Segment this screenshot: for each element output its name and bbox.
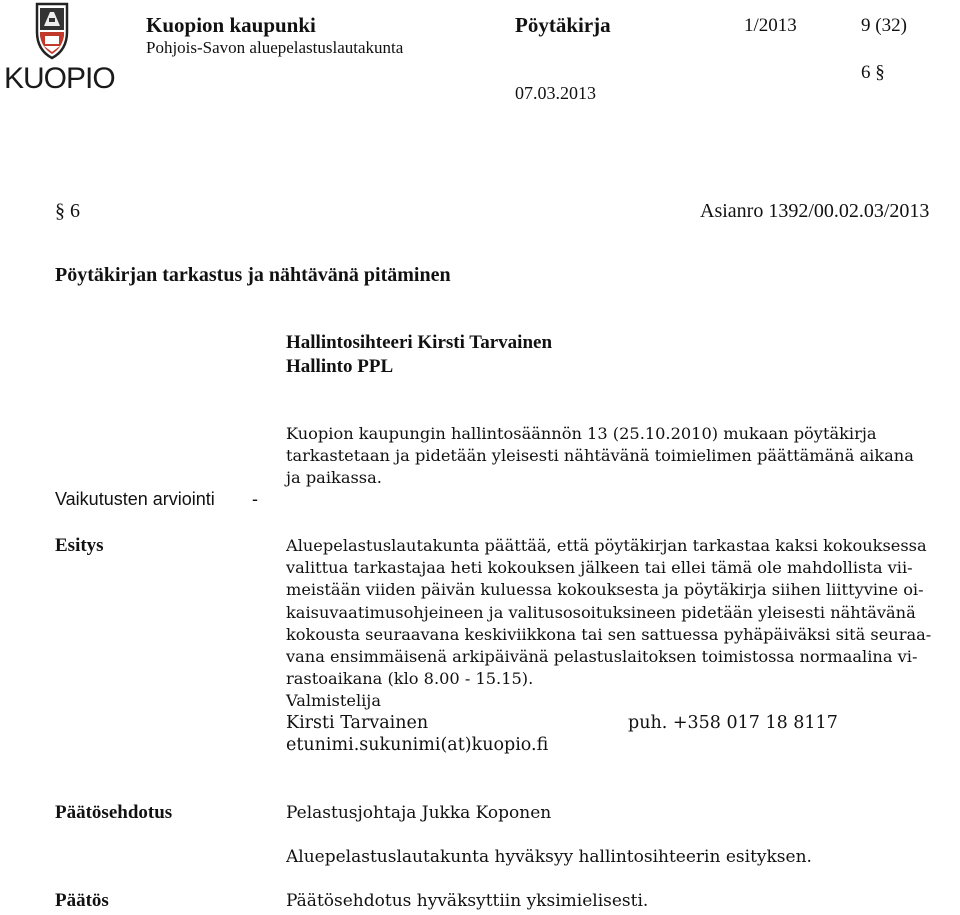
sub-org-name: Pohjois-Savon aluepelastuslautakunta <box>146 38 404 57</box>
proposal-line: meistään viiden päivän kuluessa kokouksesta ja pöytäkirja siihen liittyvine oi- <box>286 580 924 600</box>
page-number: 9 (32) <box>861 15 907 36</box>
preparer-title: Hallintosihteeri Kirsti Tarvainen <box>286 332 553 353</box>
preparer-label: Valmistelija <box>286 691 381 711</box>
impact-label: Vaikutusten arviointi <box>55 489 215 509</box>
case-number: Asianro 1392/00.02.03/2013 <box>700 200 930 222</box>
preparer-phone: puh. +358 017 18 8117 <box>628 713 838 733</box>
proposal-text <box>286 535 931 713</box>
decision-text: Päätösehdotus hyväksyttiin yksimielisesti. <box>286 891 649 911</box>
decision-proposal-by: Pelastusjohtaja Jukka Koponen <box>286 803 552 823</box>
kuopio-logo <box>4 2 115 98</box>
preparer-name: Kirsti Tarvainen <box>286 713 429 733</box>
proposal-line: kaisuvaatimusohjeineen ja valitusosoituksineen pidetään yleisesti nähtävänä <box>286 602 916 622</box>
header-paragraph: 6 § <box>861 62 885 83</box>
preparer-email: etunimi.sukunimi(at)kuopio.fi <box>286 735 549 755</box>
proposal-line: valittua tarkastajaa heti kokouksen jälkeen tai ellei tämä ole mahdollista vii- <box>286 558 913 578</box>
org-name: Kuopion kaupunki <box>146 13 316 37</box>
proposal-line: kokousta seuraavana keskiviikkona tai sen sattuessa pyhäpäiväksi sitä seuraa- <box>286 624 932 644</box>
preparer-unit: Hallinto PPL <box>286 356 394 377</box>
section-paragraph: § 6 <box>55 200 80 222</box>
logo-wordmark: KUOPIO <box>4 62 115 95</box>
proposal-line: rastoaikana (klo 8.00 - 15.15). <box>286 669 534 689</box>
decision-proposal-label: Päätösehdotus <box>55 802 173 823</box>
proposal-line: vana ensimmäisenä arkipäivänä pelastuslaitoksen toimistossa normaalina vi- <box>286 646 918 666</box>
proposal-line: Aluepelastuslautakunta päättää, että pöytäkirjan tarkastaa kaksi kokouksessa <box>286 536 927 555</box>
intro-paragraph <box>286 423 914 490</box>
decision-label: Päätös <box>55 890 109 911</box>
intro-line: tarkastetaan ja pidetään yleisesti nähtävänä toimielimen päättämänä aikana <box>286 446 914 466</box>
doc-number: 1/2013 <box>744 15 797 36</box>
intro-line: ja paikassa. <box>286 468 382 488</box>
impact-value: - <box>252 489 258 509</box>
coat-of-arms-icon <box>4 2 100 62</box>
doc-type: Pöytäkirja <box>515 13 611 37</box>
meeting-date: 07.03.2013 <box>515 83 596 103</box>
proposal-label: Esitys <box>55 535 104 556</box>
decision-proposal-text: Aluepelastuslautakunta hyväksyy hallintosihteerin esityksen. <box>286 847 812 867</box>
intro-line: Kuopion kaupungin hallintosäännön 13 (25.10.2010) mukaan pöytäkirja <box>286 424 877 443</box>
section-title: Pöytäkirjan tarkastus ja nähtävänä pitäminen <box>55 264 451 286</box>
